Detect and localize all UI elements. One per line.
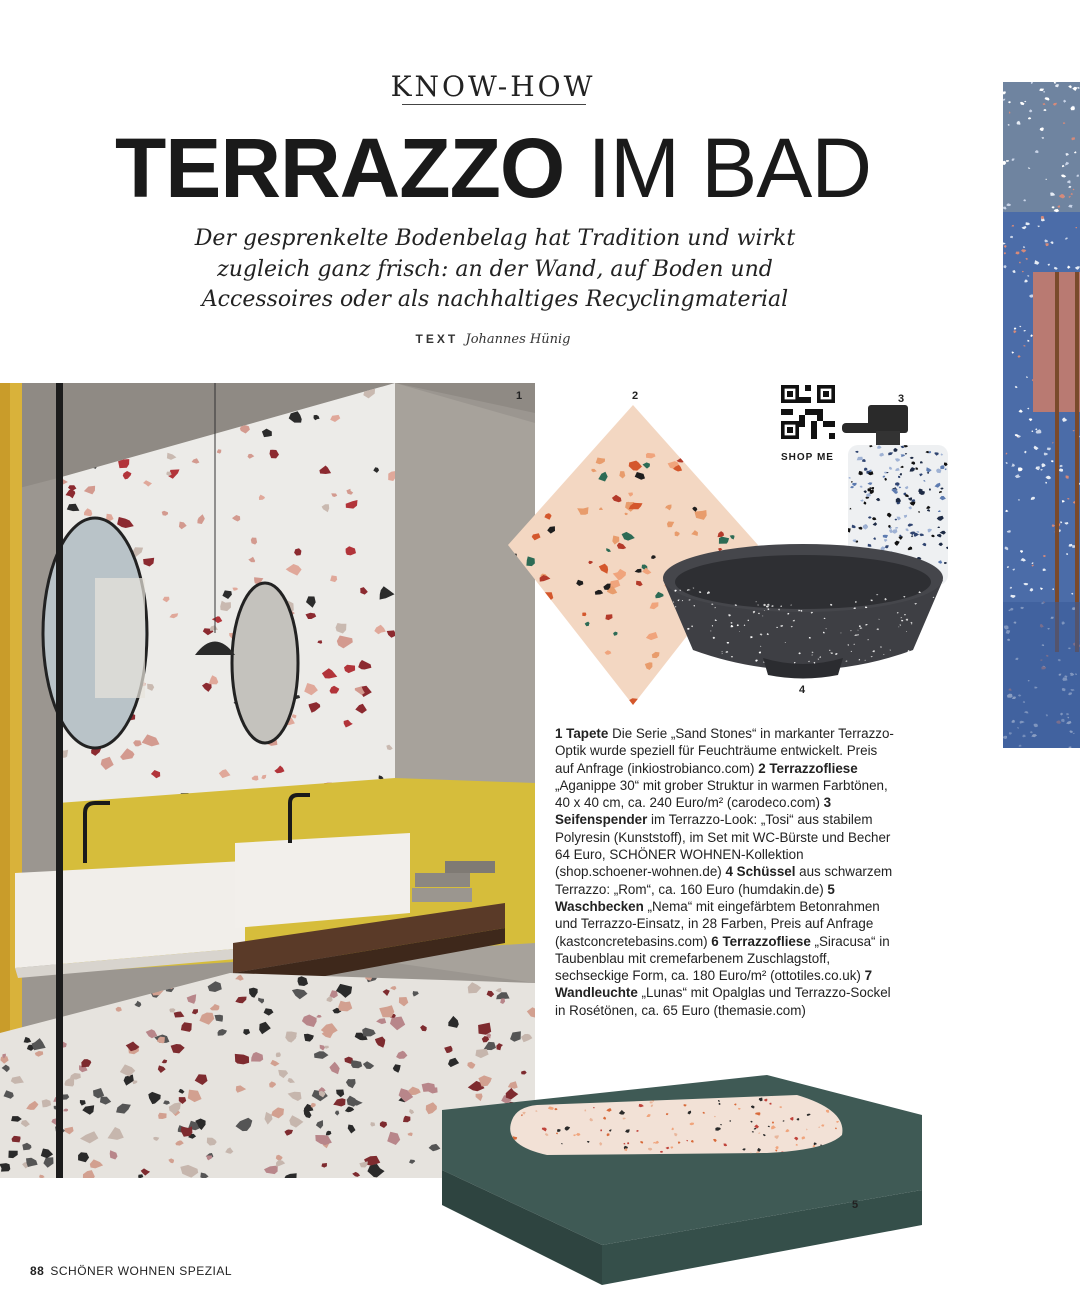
terrazzo-chip xyxy=(710,660,712,662)
terrazzo-chip xyxy=(532,612,538,617)
terrazzo-chip xyxy=(676,688,689,696)
terrazzo-chip xyxy=(925,635,927,636)
terrazzo-chip xyxy=(524,495,529,499)
terrazzo-chip xyxy=(276,1052,281,1057)
byline-label: TEXT xyxy=(415,332,459,346)
terrazzo-chip xyxy=(739,446,745,451)
terrazzo-chip xyxy=(752,433,758,437)
page-footer xyxy=(30,1264,232,1278)
terrazzo-chip xyxy=(898,666,899,667)
terrazzo-chip xyxy=(707,672,709,674)
terrazzo-chip xyxy=(695,667,697,669)
section-kicker: KNOW-HOW xyxy=(390,70,596,103)
terrazzo-chip xyxy=(517,497,524,502)
caption-heading: 6 Terrazzofliese xyxy=(711,933,811,949)
terrazzo-chip xyxy=(735,451,745,460)
terrazzo-chip xyxy=(845,528,851,533)
terrazzo-chip xyxy=(937,657,938,659)
terrazzo-chip xyxy=(686,677,688,679)
terrazzo-chip xyxy=(511,554,516,558)
terrazzo-chip xyxy=(558,628,569,634)
caption-heading: 5 Waschbecken xyxy=(555,881,835,914)
item-number-1: 1 xyxy=(516,390,523,402)
caption-heading: 3 Seifenspender xyxy=(555,795,832,828)
terrazzo-chip xyxy=(914,670,915,671)
terrazzo-chip xyxy=(670,607,672,608)
terrazzo-chip xyxy=(512,596,522,604)
qr-code-icon[interactable] xyxy=(781,385,835,439)
terrazzo-chip xyxy=(923,658,925,660)
terrazzo-chip xyxy=(653,412,665,422)
terrazzo-bowl-image xyxy=(658,540,948,680)
terrazzo-chip xyxy=(519,610,528,622)
terrazzo-chip xyxy=(723,479,727,482)
caption-text: aus schwarzem Terrazzo: „Rom“, ca. 160 Euro (humdakin.de) xyxy=(555,864,893,897)
terrazzo-chip xyxy=(676,630,678,631)
terrazzo-chip xyxy=(939,644,941,646)
terrazzo-chip xyxy=(727,677,730,679)
terrazzo-chip xyxy=(567,681,576,687)
terrazzo-chip xyxy=(508,620,521,628)
terrazzo-chip xyxy=(713,413,717,416)
terrazzo-chip xyxy=(688,649,689,650)
terrazzo-chip xyxy=(708,461,712,465)
terrazzo-chip xyxy=(855,679,856,680)
terrazzo-chip xyxy=(747,453,758,461)
terrazzo-chip xyxy=(665,615,666,616)
magazine-name: SCHÖNER WOHNEN SPEZIAL xyxy=(50,1264,233,1278)
terrazzo-chip xyxy=(891,665,893,667)
terrazzo-chip xyxy=(529,422,535,426)
terrazzo-chip xyxy=(715,427,727,435)
terrazzo-chip xyxy=(663,589,666,591)
terrazzo-chip xyxy=(928,633,930,634)
terrazzo-chip xyxy=(841,679,843,681)
terrazzo-chip xyxy=(872,664,874,666)
caption-text: im Terrazzo-Look: „Tosi“ aus stabilem Polyresin (Kunststoff), im Set mit WC-Bürste und Becher 64 Euro, SCHÖNER WOHNEN-Kollektion (shop.schoener-wohnen.de) xyxy=(555,812,891,880)
terrazzo-chip xyxy=(574,446,581,451)
terrazzo-chip xyxy=(899,665,901,667)
terrazzo-chip xyxy=(887,674,889,675)
headline-bold: TERRAZZO xyxy=(114,121,565,215)
terrazzo-chip xyxy=(915,650,917,652)
terrazzo-chip xyxy=(899,655,900,656)
terrazzo-chip xyxy=(578,668,588,676)
caption-heading: 7 Wandleuchte xyxy=(555,968,873,1001)
intro-line: Der gesprenkelte Bodenbelag hat Tradition und wirkt xyxy=(194,226,796,251)
terrazzo-chip xyxy=(675,629,677,631)
terrazzo-chip xyxy=(587,417,591,419)
caption-text: „Lunas“ mit Opalglas und Terrazzo-Sockel in Rosétönen, ca. 65 Euro (themasie.com) xyxy=(555,985,891,1018)
terrazzo-chip xyxy=(925,668,926,669)
terrazzo-chip xyxy=(939,672,942,673)
terrazzo-chip xyxy=(704,676,706,678)
terrazzo-chip xyxy=(933,637,936,639)
terrazzo-chip xyxy=(680,665,682,666)
terrazzo-chip xyxy=(939,665,940,666)
terrazzo-chip xyxy=(899,673,902,675)
byline xyxy=(0,332,986,347)
terrazzo-chip xyxy=(936,646,938,647)
caption-heading: 2 Terrazzofliese xyxy=(758,760,858,776)
terrazzo-chip xyxy=(938,641,940,642)
terrazzo-chip xyxy=(867,676,869,678)
terrazzo-chip xyxy=(714,468,721,476)
headline-thin: IM BAD xyxy=(587,121,871,215)
terrazzo-chip xyxy=(508,676,514,686)
caption-text: „Nema“ mit eingefärbtem Betonrahmen und Terrazzo-Einsatz, in 28 Farben, Preis auf Anfrage (kastconcretebasins.com) xyxy=(555,898,880,949)
kicker-underline xyxy=(402,104,586,105)
terrazzo-chip xyxy=(665,663,667,665)
terrazzo-chip xyxy=(718,411,729,423)
terrazzo-chip xyxy=(942,621,944,622)
terrazzo-chip xyxy=(665,643,666,644)
terrazzo-chip xyxy=(540,417,552,425)
intro-line: Accessoires oder als nachhaltiges Recyclingmaterial xyxy=(201,287,789,312)
caption-heading: 4 Schüssel xyxy=(725,864,796,880)
terrazzo-chip xyxy=(722,494,734,505)
terrazzo-chip xyxy=(541,472,555,483)
terrazzo-chip xyxy=(559,627,574,639)
blue-terrazzo-bathroom-photo xyxy=(1003,82,1080,748)
terrazzo-chip xyxy=(697,421,702,425)
terrazzo-chip xyxy=(763,670,765,672)
item-number-4: 4 xyxy=(799,684,806,696)
headline xyxy=(0,118,986,218)
terrazzo-chip xyxy=(508,448,514,457)
terrazzo-chip xyxy=(704,657,705,658)
terrazzo-chip xyxy=(504,1095,506,1097)
terrazzo-chip xyxy=(922,643,924,645)
product-captions xyxy=(555,725,895,1019)
terrazzo-chip xyxy=(0,1163,10,1172)
terrazzo-chip xyxy=(937,639,938,641)
washbasin-image xyxy=(437,1075,927,1295)
terrazzo-chip xyxy=(672,610,673,612)
byline-author: Johannes Hünig xyxy=(465,332,571,347)
intro-line: zugleich ganz frisch: an der Wand, auf Boden und xyxy=(217,256,773,282)
terrazzo-chip xyxy=(713,676,714,677)
intro-text xyxy=(150,224,840,316)
terrazzo-chip xyxy=(779,677,781,679)
item-number-5: 5 xyxy=(852,1199,859,1211)
page-number: 88 xyxy=(30,1264,45,1278)
terrazzo-chip xyxy=(548,452,558,459)
bathroom-photo xyxy=(0,383,535,1178)
terrazzo-chip xyxy=(612,405,623,410)
caption-heading: 1 Tapete xyxy=(555,726,609,741)
terrazzo-chip xyxy=(597,405,608,409)
terrazzo-chip xyxy=(884,676,887,678)
terrazzo-chip xyxy=(893,670,895,671)
terrazzo-chip xyxy=(503,1100,505,1102)
terrazzo-chip xyxy=(685,677,686,678)
caption-text: Die Serie „Sand Stones“ in markanter Terrazzo-Optik wurde speziell für Feuchträume entwickelt. Preis auf Anfrage (inkiostrobianco.com) xyxy=(555,726,894,776)
item-number-2: 2 xyxy=(632,390,639,402)
terrazzo-chip xyxy=(678,642,679,643)
terrazzo-chip xyxy=(665,634,666,635)
terrazzo-chip xyxy=(518,528,521,531)
shop-me-label[interactable]: SHOP ME xyxy=(781,452,834,463)
item-number-3: 3 xyxy=(898,393,905,405)
terrazzo-chip xyxy=(520,687,525,691)
terrazzo-chip xyxy=(671,620,673,622)
terrazzo-chip xyxy=(566,680,573,685)
terrazzo-chip xyxy=(880,673,882,675)
terrazzo-chip xyxy=(648,692,660,701)
terrazzo-chip xyxy=(158,1113,167,1119)
terrazzo-chip xyxy=(882,668,884,669)
terrazzo-chip xyxy=(727,642,729,644)
terrazzo-chip xyxy=(671,670,674,672)
terrazzo-chip xyxy=(699,673,701,674)
terrazzo-chip xyxy=(528,597,539,603)
terrazzo-chip xyxy=(703,682,708,686)
terrazzo-chip xyxy=(880,660,882,662)
terrazzo-chip xyxy=(734,675,736,677)
terrazzo-chip xyxy=(518,499,528,504)
terrazzo-chip xyxy=(705,675,708,677)
caption-text: „Aganippe 30“ mit grober Struktur in warmen Farbtönen, 40 x 40 cm, ca. 240 Euro/m² (carodeco.com) xyxy=(555,777,888,811)
terrazzo-chip xyxy=(668,648,670,649)
caption-text: „Siracusa“ in Taubenblau mit cremefarbenem Zuschlagstoff, sechseckige Form, ca. 180 Euro/m² (ottotiles.co.uk) xyxy=(555,933,890,984)
